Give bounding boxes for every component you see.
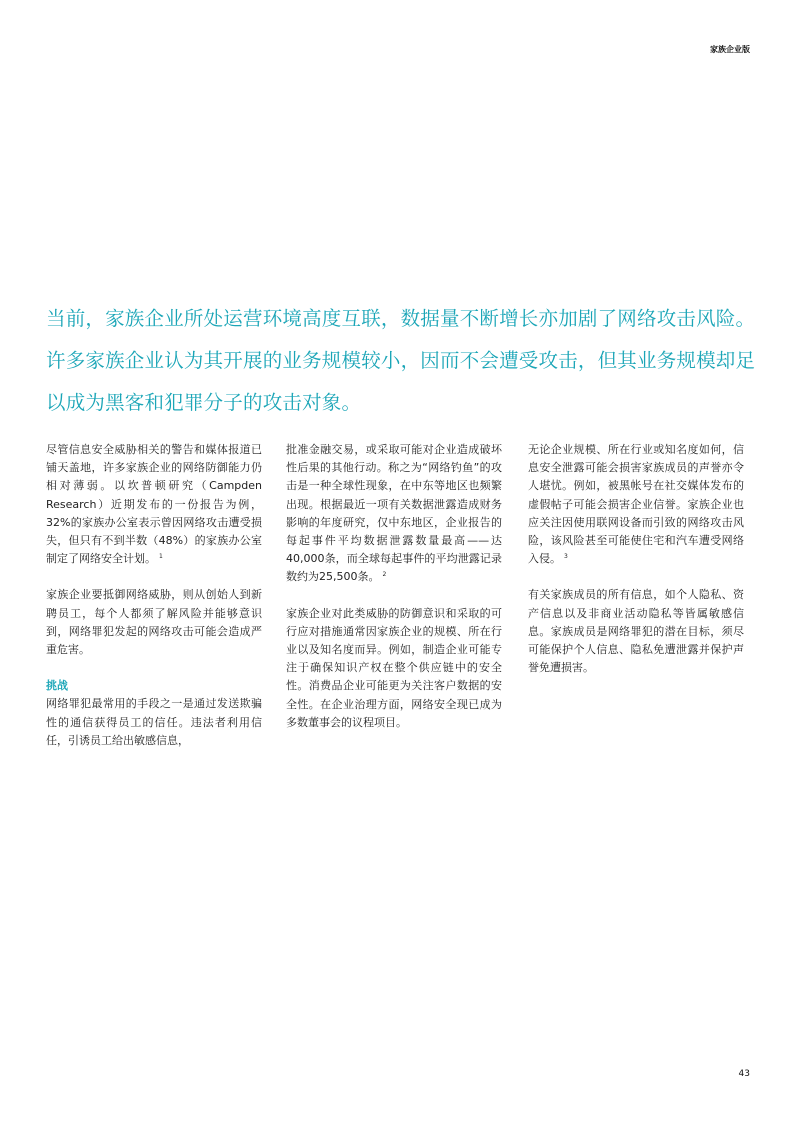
body-paragraph: 有关家族成员的所有信息，如个人隐私、资产信息以及非商业活动隐私等皆属敏感信息。家族成员是网络罪犯的潜在目标，须尽可能保护个人信息、隐私免遭泄露并保护声誉免遭损害。 (528, 588, 744, 675)
text-column-2 (286, 441, 502, 750)
section-heading: 挑战 (46, 679, 68, 693)
footnote-ref: 1 (159, 552, 163, 560)
body-paragraph: 家族企业要抵御网络威胁，则从创始人到新聘员工，每个人都须了解风险并能够意识到，网络罪犯发起的网络攻击可能会造成严重危害。 (46, 588, 262, 657)
lead-paragraph: 当前，家族企业所处运营环境高度互联，数据量不断增长亦加剧了网络攻击风险。许多家族企业认为其开展的业务规模较小，因而不会遭受攻击，但其业务规模却足以成为黑客和犯罪分子的攻击对象。 (46, 307, 756, 414)
footnote-ref: 2 (382, 570, 387, 578)
footnote-ref: 3 (564, 552, 568, 560)
text-column-3 (528, 441, 744, 695)
text-column-1 (46, 441, 262, 768)
body-paragraph: 网络罪犯最常用的手段之一是通过发送欺骗性的通信获得员工的信任。违法者利用信任，引诱员工给出敏感信息， (46, 697, 262, 747)
page-number: 43 (738, 1069, 750, 1079)
body-paragraph: 尽管信息安全威胁相关的警告和媒体报道已铺天盖地，许多家族企业的网络防御能力仍相对薄弱。以坎普顿研究（Campden Research）近期发布的一份报告为例，32%的家族办公室表示曾因网络攻击遭受损失，但只有不到半数（48%）的家族办公室制定了网络安全计划。 $^1$ (46, 443, 262, 566)
body-paragraph: 无论企业规模、所在行业或知名度如何，信息安全泄露可能会损害家族成员的声誉亦令人堪忧。例如，被黑帐号在社交媒体发布的虚假帖子可能会损害企业信誉。家族企业也应关注因使用联网设备而引致的网络攻击风险，该风险甚至可能使住宅和汽车遭受网络入侵。 $^3$ (528, 443, 744, 566)
section-header: 家族企业版 (710, 45, 750, 54)
body-paragraph: 批准金融交易，或采取可能对企业造成破坏性后果的其他行动。称之为“网络钓鱼”的攻击是一种全球性现象，在中东等地区也频繁出现。根据最近一项有关数据泄露造成财务影响的年度研究，仅中东地区，企业报告的每起事件平均数据泄露数量最高——达40,000条，而全球每起事件的平均泄露记录数约为25,500条。 $^2$ (286, 443, 502, 584)
body-paragraph: 家族企业对此类威胁的防御意识和采取的可行应对措施通常因家族企业的规模、所在行业以及知名度而异。例如，制造企业可能专注于确保知识产权在整个供应链中的安全性。消费品企业可能更为关注客户数据的安全性。在企业治理方面，网络安全现已成为多数董事会的议程项目。 (286, 606, 502, 729)
